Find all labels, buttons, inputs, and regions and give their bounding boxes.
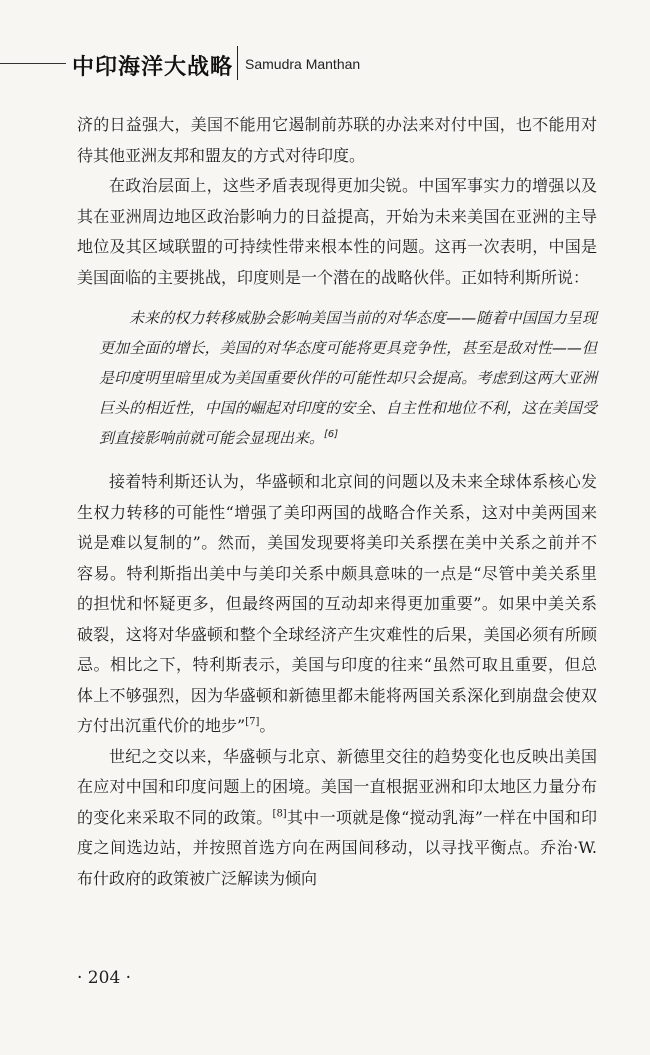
paragraph-4-text-b: 其中一项就是像“搅动乳海”一样在中国和印度之间选边站，并按照首选方向在两国间移动，以寻找平衡点。乔治·W. 布什政府的政策被广泛解读为倾向 xyxy=(77,807,597,888)
paragraph-3-end: 。 xyxy=(259,716,276,735)
paragraph-3 xyxy=(77,467,597,742)
header-rule xyxy=(0,63,66,64)
book-subtitle: Samudra Manthan xyxy=(245,56,361,72)
book-title: 中印海洋大战略 xyxy=(72,55,234,80)
paragraph-2: 在政治层面上，这些矛盾表现得更加尖锐。中国军事实力的增强以及其在亚洲周边地区政治影响力的日益提高，开始为未来美国在亚洲的主导地位及其区域联盟的可持续性带来根本性的问题。这再一次表明，中国是美国面临的主要挑战，印度则是一个潜在的战略伙伴。正如特利斯所说： xyxy=(77,176,597,287)
paragraph-4 xyxy=(77,742,597,895)
paragraph-3-text: 接着特利斯还认为，华盛顿和北京间的问题以及未来全球体系核心发生权力转移的可能性“增强了美印两国的战略合作关系，这对中美两国来说是难以复制的”。然而，美国发现要将美印关系摆在美中关系之前并不容易。特利斯指出美中与美印关系中颇具意味的一点是“尽管中美关系里的担忧和怀疑更多，但最终两国的互动却来得更加重要”。如果中美关系破裂，这将对华盛顿和整个全球经济产生灾难性的后果，美国必须有所顾忌。相比之下，特利斯表示，美国与印度的往来“虽然可取且重要，但总体上不够强烈，因为华盛顿和新德里都未能将两国关系深化到崩盘会使双方付出沉重代价的地步” xyxy=(77,472,597,735)
running-header xyxy=(0,38,650,88)
page-number: · 204 · xyxy=(77,968,132,988)
footnote-marker: [6] xyxy=(324,429,339,440)
footnote-marker: [8] xyxy=(272,808,287,820)
page-body xyxy=(77,110,597,894)
paragraph-1: 济的日益强大，美国不能用它遏制前苏联的办法来对付中国，也不能用对待其他亚洲友邦和盟友的方式对待印度。 xyxy=(77,115,597,165)
header-divider xyxy=(237,46,238,80)
footnote-marker: [7] xyxy=(245,716,260,728)
quote-text: 未来的权力转移威胁会影响美国当前的对华态度——随着中国国力呈现更加全面的增长，美国的对华态度可能将更具竞争性，甚至是敌对性——但是印度明里暗里成为美国重要伙伴的可能性却只会提高。考虑到这两大亚洲巨头的相近性，中国的崛起对印度的安全、自主性和地位不利，这在美国受到直接影响前就可能会显现出来。 xyxy=(99,309,597,447)
paragraph-4-text-a: 世纪之交以来，华盛顿与北京、新德里交往的趋势变化也反映出美国在应对中国和印度问题上的困境。美国一直根据亚洲和印太地区力量分布的变化来采取不同的政策。 xyxy=(77,746,597,827)
block-quote xyxy=(77,303,597,453)
